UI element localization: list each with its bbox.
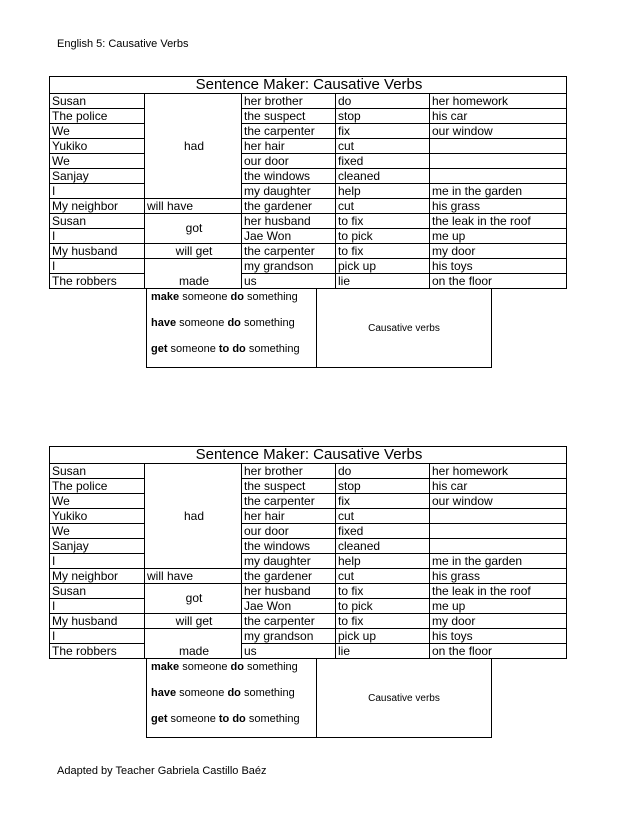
action-cell: help xyxy=(336,554,430,569)
object-cell: the carpenter xyxy=(242,244,336,259)
action-cell: fixed xyxy=(336,154,430,169)
subject-cell: Susan xyxy=(50,94,145,109)
table-row xyxy=(50,494,567,509)
table-row xyxy=(50,124,567,139)
complement-cell: on the floor xyxy=(430,644,567,659)
verb-cell: will get xyxy=(145,244,242,259)
verb-cell: will get xyxy=(145,614,242,629)
verb-cell: had xyxy=(145,94,242,199)
verb-cell: got xyxy=(145,214,242,244)
table-row xyxy=(50,199,567,214)
subject-cell: Sanjay xyxy=(50,169,145,184)
complement-cell: our window xyxy=(430,494,567,509)
page-header: English 5: Causative Verbs xyxy=(57,38,189,50)
action-cell: lie xyxy=(336,274,430,289)
object-cell: our door xyxy=(242,154,336,169)
sentence-maker-table xyxy=(49,76,567,289)
object-cell: her hair xyxy=(242,139,336,154)
subject-cell: The robbers xyxy=(50,274,145,289)
action-cell: fix xyxy=(336,124,430,139)
object-cell: the suspect xyxy=(242,109,336,124)
table-row xyxy=(50,169,567,184)
action-cell: to fix xyxy=(336,614,430,629)
table-row xyxy=(50,274,567,289)
object-cell: her brother xyxy=(242,94,336,109)
complement-cell: her homework xyxy=(430,464,567,479)
subject-cell: Susan xyxy=(50,214,145,229)
object-cell: my daughter xyxy=(242,554,336,569)
have-pattern: have someone do something xyxy=(151,317,295,329)
table-title: Sentence Maker: Causative Verbs xyxy=(50,77,567,94)
object-cell: the windows xyxy=(242,539,336,554)
object-cell: her husband xyxy=(242,584,336,599)
object-cell: my grandson xyxy=(242,629,336,644)
table-row xyxy=(50,214,567,229)
object-cell: the windows xyxy=(242,169,336,184)
make-pattern: make someone do something xyxy=(151,291,298,303)
subject-cell: We xyxy=(50,124,145,139)
have-pattern: have someone do something xyxy=(151,687,295,699)
table-row xyxy=(50,259,567,274)
verb-cell: will have xyxy=(145,569,242,584)
action-cell: help xyxy=(336,184,430,199)
object-cell: Jae Won xyxy=(242,599,336,614)
object-cell: us xyxy=(242,274,336,289)
complement-cell xyxy=(430,524,567,539)
table-row xyxy=(50,629,567,644)
action-cell: do xyxy=(336,464,430,479)
complement-cell: his car xyxy=(430,479,567,494)
page-footer: Adapted by Teacher Gabriela Castillo Baéz xyxy=(57,765,267,777)
table-row xyxy=(50,599,567,614)
object-cell: Jae Won xyxy=(242,229,336,244)
complement-cell: his toys xyxy=(430,629,567,644)
verb-cell: got xyxy=(145,584,242,614)
complement-cell: his grass xyxy=(430,569,567,584)
object-cell: her brother xyxy=(242,464,336,479)
get-pattern: get someone to do something xyxy=(151,343,300,355)
action-cell: cut xyxy=(336,139,430,154)
complement-cell xyxy=(430,539,567,554)
object-cell: the suspect xyxy=(242,479,336,494)
table-row xyxy=(50,154,567,169)
object-cell: the carpenter xyxy=(242,494,336,509)
complement-cell: the leak in the roof xyxy=(430,214,567,229)
action-cell: cleaned xyxy=(336,539,430,554)
verb-cell: made xyxy=(145,629,242,659)
causative-legend-box xyxy=(146,289,492,368)
table-row xyxy=(50,554,567,569)
verb-cell: had xyxy=(145,464,242,569)
sentence-maker-2 xyxy=(49,446,567,738)
subject-cell: We xyxy=(50,524,145,539)
object-cell: the gardener xyxy=(242,199,336,214)
get-pattern: get someone to do something xyxy=(151,713,300,725)
complement-cell: me up xyxy=(430,599,567,614)
action-cell: cut xyxy=(336,569,430,584)
table-row xyxy=(50,584,567,599)
action-cell: stop xyxy=(336,479,430,494)
sentence-maker-1 xyxy=(49,76,567,368)
complement-cell xyxy=(430,154,567,169)
subject-cell: My husband xyxy=(50,614,145,629)
causative-patterns xyxy=(147,659,317,737)
subject-cell: I xyxy=(50,184,145,199)
make-pattern: make someone do something xyxy=(151,661,298,673)
table-row xyxy=(50,614,567,629)
table-row xyxy=(50,139,567,154)
table-row xyxy=(50,569,567,584)
action-cell: cut xyxy=(336,199,430,214)
subject-cell: My husband xyxy=(50,244,145,259)
object-cell: my daughter xyxy=(242,184,336,199)
action-cell: to fix xyxy=(336,244,430,259)
subject-cell: I xyxy=(50,629,145,644)
subject-cell: I xyxy=(50,599,145,614)
table-row xyxy=(50,644,567,659)
complement-cell xyxy=(430,509,567,524)
complement-cell: his grass xyxy=(430,199,567,214)
complement-cell: me up xyxy=(430,229,567,244)
subject-cell: Susan xyxy=(50,464,145,479)
table-title: Sentence Maker: Causative Verbs xyxy=(50,447,567,464)
action-cell: to pick xyxy=(336,599,430,614)
complement-cell xyxy=(430,139,567,154)
object-cell: the gardener xyxy=(242,569,336,584)
subject-cell: We xyxy=(50,494,145,509)
action-cell: to pick xyxy=(336,229,430,244)
complement-cell: on the floor xyxy=(430,274,567,289)
action-cell: cut xyxy=(336,509,430,524)
action-cell: fix xyxy=(336,494,430,509)
complement-cell xyxy=(430,169,567,184)
complement-cell: her homework xyxy=(430,94,567,109)
subject-cell: We xyxy=(50,154,145,169)
subject-cell: I xyxy=(50,259,145,274)
action-cell: do xyxy=(336,94,430,109)
causative-patterns xyxy=(147,289,317,367)
complement-cell: me in the garden xyxy=(430,554,567,569)
subject-cell: Sanjay xyxy=(50,539,145,554)
subject-cell: I xyxy=(50,229,145,244)
table-row xyxy=(50,464,567,479)
object-cell: her hair xyxy=(242,509,336,524)
object-cell: our door xyxy=(242,524,336,539)
complement-cell: me in the garden xyxy=(430,184,567,199)
complement-cell: his car xyxy=(430,109,567,124)
table-row xyxy=(50,94,567,109)
table-row xyxy=(50,229,567,244)
table-row xyxy=(50,509,567,524)
action-cell: fixed xyxy=(336,524,430,539)
action-cell: pick up xyxy=(336,629,430,644)
subject-cell: My neighbor xyxy=(50,199,145,214)
object-cell: my grandson xyxy=(242,259,336,274)
table-row xyxy=(50,109,567,124)
action-cell: lie xyxy=(336,644,430,659)
subject-cell: I xyxy=(50,554,145,569)
action-cell: to fix xyxy=(336,584,430,599)
table-row xyxy=(50,184,567,199)
sentence-maker-table xyxy=(49,446,567,659)
action-cell: pick up xyxy=(336,259,430,274)
complement-cell: his toys xyxy=(430,259,567,274)
complement-cell: the leak in the roof xyxy=(430,584,567,599)
subject-cell: The police xyxy=(50,479,145,494)
subject-cell: Yukiko xyxy=(50,509,145,524)
action-cell: stop xyxy=(336,109,430,124)
subject-cell: My neighbor xyxy=(50,569,145,584)
causative-legend-box xyxy=(146,659,492,738)
table-row xyxy=(50,524,567,539)
complement-cell: my door xyxy=(430,244,567,259)
verb-cell: made xyxy=(145,259,242,289)
causative-verbs-label: Causative verbs xyxy=(368,322,440,334)
action-cell: to fix xyxy=(336,214,430,229)
table-row xyxy=(50,539,567,554)
complement-cell: our window xyxy=(430,124,567,139)
table-row xyxy=(50,244,567,259)
causative-verbs-label: Causative verbs xyxy=(368,692,440,704)
object-cell: us xyxy=(242,644,336,659)
table-row xyxy=(50,479,567,494)
subject-cell: Yukiko xyxy=(50,139,145,154)
object-cell: her husband xyxy=(242,214,336,229)
action-cell: cleaned xyxy=(336,169,430,184)
subject-cell: The robbers xyxy=(50,644,145,659)
verb-cell: will have xyxy=(145,199,242,214)
object-cell: the carpenter xyxy=(242,124,336,139)
complement-cell: my door xyxy=(430,614,567,629)
object-cell: the carpenter xyxy=(242,614,336,629)
subject-cell: Susan xyxy=(50,584,145,599)
subject-cell: The police xyxy=(50,109,145,124)
